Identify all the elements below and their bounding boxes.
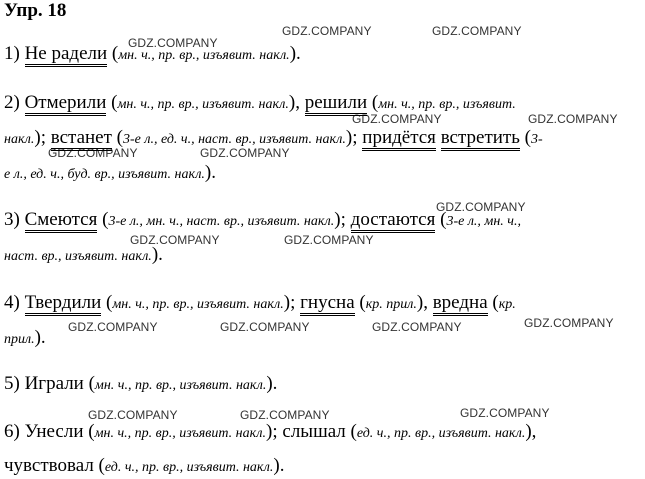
- grammar-note: кр. прил.: [365, 297, 417, 312]
- adj-gnusna: гнусна: [300, 292, 355, 316]
- watermark: GDZ.COMPANY: [284, 233, 374, 247]
- exercise-title: Упр. 18: [4, 0, 67, 21]
- watermark: GDZ.COMPANY: [240, 408, 330, 422]
- watermark: GDZ.COMPANY: [528, 112, 618, 126]
- grammar-note: 3-е л., мн. ч., наст. вр., изъявит. накл.: [108, 214, 335, 229]
- answer-line-8: прил.).: [4, 327, 46, 348]
- watermark: GDZ.COMPANY: [372, 320, 462, 334]
- answer-line-7: 4) Твердили (мн. ч., пр. вр., изъявит. накл.); гнусна (кр. прил.), вредна (кр.: [4, 292, 516, 316]
- verb-ne-radeli: Не радели: [25, 43, 108, 67]
- verb-dostayutsya: достаются: [351, 209, 436, 233]
- grammar-note: мн. ч., пр. вр., изъявит. накл.: [94, 378, 267, 393]
- verb-vstretit: встретить: [441, 127, 520, 151]
- grammar-note: прил.: [4, 332, 35, 347]
- answer-line-11: чувствовал (ед. ч., пр. вр., изъявит. накл.).: [4, 455, 285, 476]
- watermark: GDZ.COMPANY: [128, 36, 218, 50]
- answer-line-10: 6) Унесли (мн. ч., пр. вр., изъявит. накл.); слышал (ед. ч., пр. вр., изъявит. накл.),: [4, 421, 537, 442]
- grammar-note: 3-е л., мн. ч.,: [446, 214, 521, 229]
- answer-line-6: наст. вр., изъявит. накл.).: [4, 244, 163, 265]
- answer-line-2: 2) Отмерили (мн. ч., пр. вр., изъявит. накл.), решили (мн. ч., пр. вр., изъявит.: [4, 92, 516, 116]
- watermark: GDZ.COMPANY: [436, 200, 526, 214]
- grammar-note: мн. ч., пр. вр., изъявит.: [378, 97, 516, 112]
- grammar-note: накл.: [4, 132, 35, 147]
- answer-line-5: 3) Смеются (3-е л., мн. ч., наст. вр., изъявит. накл.); достаются (3-е л., мн. ч.,: [4, 209, 521, 233]
- verb-pridetsya: придётся: [362, 127, 436, 151]
- verb-smeyutsya: Смеются: [25, 209, 98, 233]
- grammar-note: ед. ч., пр. вр., изъявит. накл.: [104, 460, 274, 475]
- watermark: GDZ.COMPANY: [68, 320, 158, 334]
- watermark: GDZ.COMPANY: [200, 146, 290, 160]
- grammar-note: ед. ч., пр. вр., изъявит. накл.: [356, 426, 526, 441]
- watermark: GDZ.COMPANY: [130, 233, 220, 247]
- verb-otmerili: Отмерили: [25, 92, 107, 116]
- adj-vredna: вредна: [433, 292, 488, 316]
- answer-line-3: накл.); встанет (3-е л., ед. ч., наст. вр., изъявит. накл.); придётся встретить (3-: [4, 127, 543, 151]
- watermark: GDZ.COMPANY: [432, 24, 522, 38]
- grammar-note: мн. ч., пр. вр., изъявит. накл.: [112, 297, 284, 312]
- watermark: GDZ.COMPANY: [88, 408, 178, 422]
- watermark: GDZ.COMPANY: [220, 320, 310, 334]
- grammar-note: 3-: [530, 132, 543, 147]
- grammar-note: наст. вр., изъявит. накл.: [4, 249, 152, 264]
- verb-reshili: решили: [305, 92, 367, 116]
- grammar-note: мн. ч., пр. вр., изъявит. накл.: [118, 48, 290, 63]
- answer-line-1: 1) Не радели (мн. ч., пр. вр., изъявит. накл.).: [4, 43, 301, 67]
- grammar-note: мн. ч., пр. вр., изъявит. накл.: [117, 97, 289, 112]
- answer-line-4: е л., ед. ч., буд. вр., изъявит. накл.).: [4, 162, 216, 183]
- watermark: GDZ.COMPANY: [282, 24, 372, 38]
- grammar-note: 3-е л., ед. ч., наст. вр., изъявит. накл.: [123, 132, 346, 147]
- grammar-note: е л., ед. ч., буд. вр., изъявит. накл.: [4, 167, 205, 182]
- answer-line-9: 5) Играли (мн. ч., пр. вр., изъявит. накл.).: [4, 373, 278, 394]
- watermark: GDZ.COMPANY: [48, 146, 138, 160]
- watermark: GDZ.COMPANY: [524, 316, 614, 330]
- grammar-note: мн. ч., пр. вр., изъявит. накл.: [94, 426, 267, 441]
- verb-tverdili: Твердили: [25, 292, 102, 316]
- watermark: GDZ.COMPANY: [352, 112, 442, 126]
- grammar-note: кр.: [498, 297, 516, 312]
- verb-vstanet: встанет: [51, 127, 112, 151]
- watermark: GDZ.COMPANY: [460, 406, 550, 420]
